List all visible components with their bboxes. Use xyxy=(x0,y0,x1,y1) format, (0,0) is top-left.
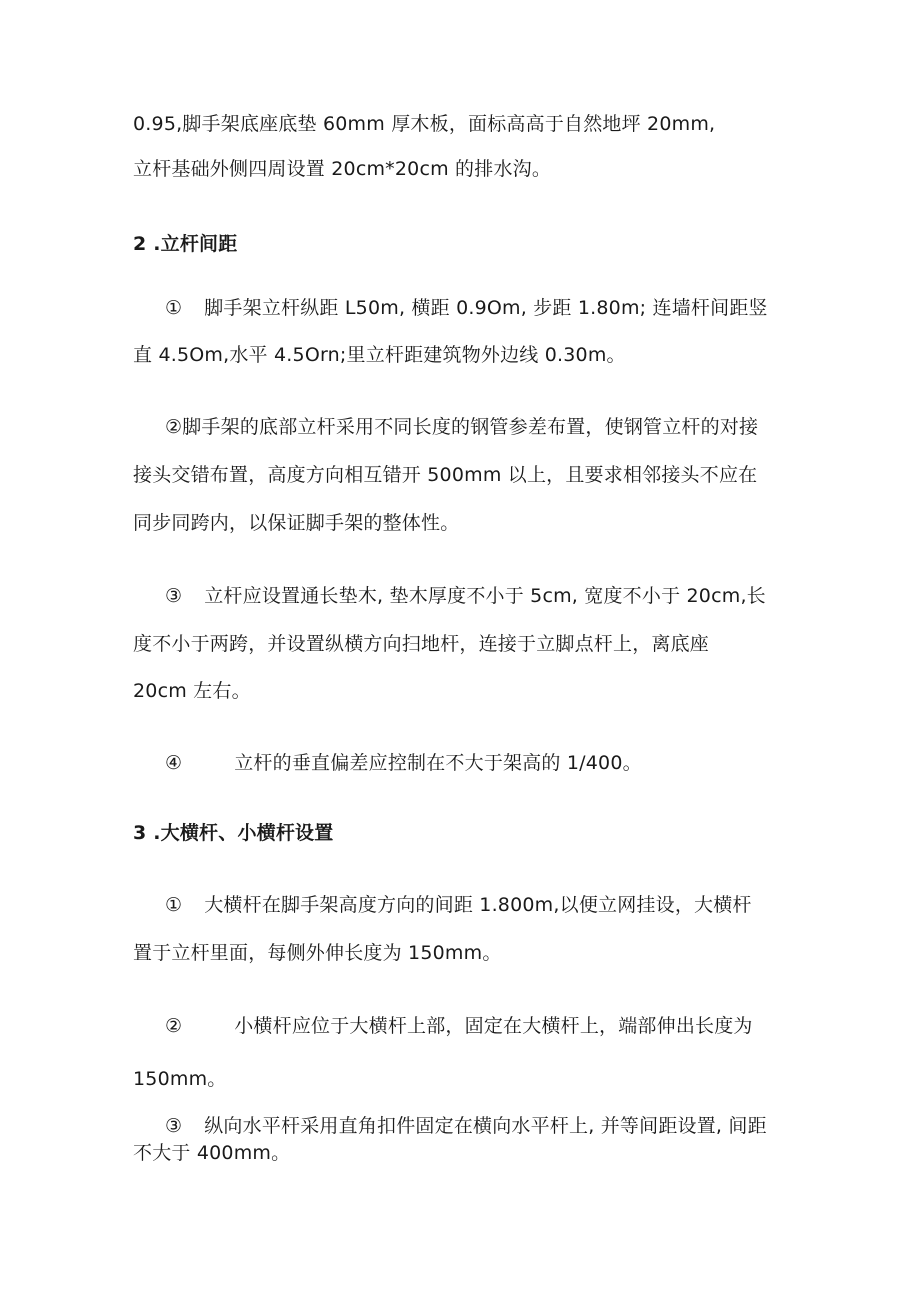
para-1-text: 脚手架立杆纵距 L50m, 横距 0.9Om, 步距 1.80m; 连墙杆间距竖 xyxy=(204,297,768,319)
section-heading-3: 3 .大横杆、小横杆设置 xyxy=(133,822,334,844)
para-3-line-1 xyxy=(165,583,766,609)
item-number: ④ xyxy=(165,752,183,774)
para-3-text: 立杆应设置通长垫木, 垫木厚度不小于 5cm, 宽度不小于 20cm,长 xyxy=(204,585,766,607)
para-6-line-1 xyxy=(165,1013,753,1039)
para-4-line-1 xyxy=(165,750,642,776)
para-6-line-2: 150mm。 xyxy=(133,1068,227,1090)
para-1-line-1 xyxy=(165,295,768,321)
section-heading-2: 2 .立杆间距 xyxy=(133,233,238,255)
para-6-text: 小横杆应位于大横杆上部，固定在大横杆上，端部伸出长度为 xyxy=(234,1015,753,1037)
item-number: ③ xyxy=(165,585,183,607)
item-number: ② xyxy=(165,1015,183,1037)
para-0-line-1: 0.95,脚手架底座底垫 60mm 厚木板，面标高高于自然地坪 20mm, xyxy=(133,113,716,135)
para-7-line-2: 不大于 400mm。 xyxy=(133,1142,291,1164)
para-3-line-3: 20cm 左右。 xyxy=(133,680,251,702)
para-7-text: 纵向水平杆采用直角扣件固定在横向水平杆上, 并等间距设置, 间距 xyxy=(204,1115,767,1137)
para-1-line-2: 直 4.5Om,水平 4.5Orn;里立杆距建筑物外边线 0.30m。 xyxy=(133,344,626,366)
para-3-line-2: 度不小于两跨，并设置纵横方向扫地杆，连接于立脚点杆上，离底座 xyxy=(133,633,710,655)
para-2-line-2: 接头交错布置，高度方向相互错开 500mm 以上，且要求相邻接头不应在 xyxy=(133,464,758,486)
para-5-line-2: 置于立杆里面，每侧外伸长度为 150mm。 xyxy=(133,942,502,964)
para-5-line-1 xyxy=(165,892,752,918)
item-number: ③ xyxy=(165,1115,183,1137)
para-2-line-1: ②脚手架的底部立杆采用不同长度的钢管参差布置，使钢管立杆的对接 xyxy=(165,416,759,438)
para-2-line-3: 同步同跨内，以保证脚手架的整体性。 xyxy=(133,512,460,534)
item-number: ① xyxy=(165,297,183,319)
para-4-text: 立杆的垂直偏差应控制在不大于架高的 1/400。 xyxy=(234,752,642,774)
item-number: ① xyxy=(165,894,183,916)
para-7-line-1 xyxy=(165,1113,767,1139)
para-0-line-2: 立杆基础外侧四周设置 20cm*20cm 的排水沟。 xyxy=(133,158,552,180)
para-5-text: 大横杆在脚手架高度方向的间距 1.800m,以便立网挂设，大横杆 xyxy=(204,894,752,916)
